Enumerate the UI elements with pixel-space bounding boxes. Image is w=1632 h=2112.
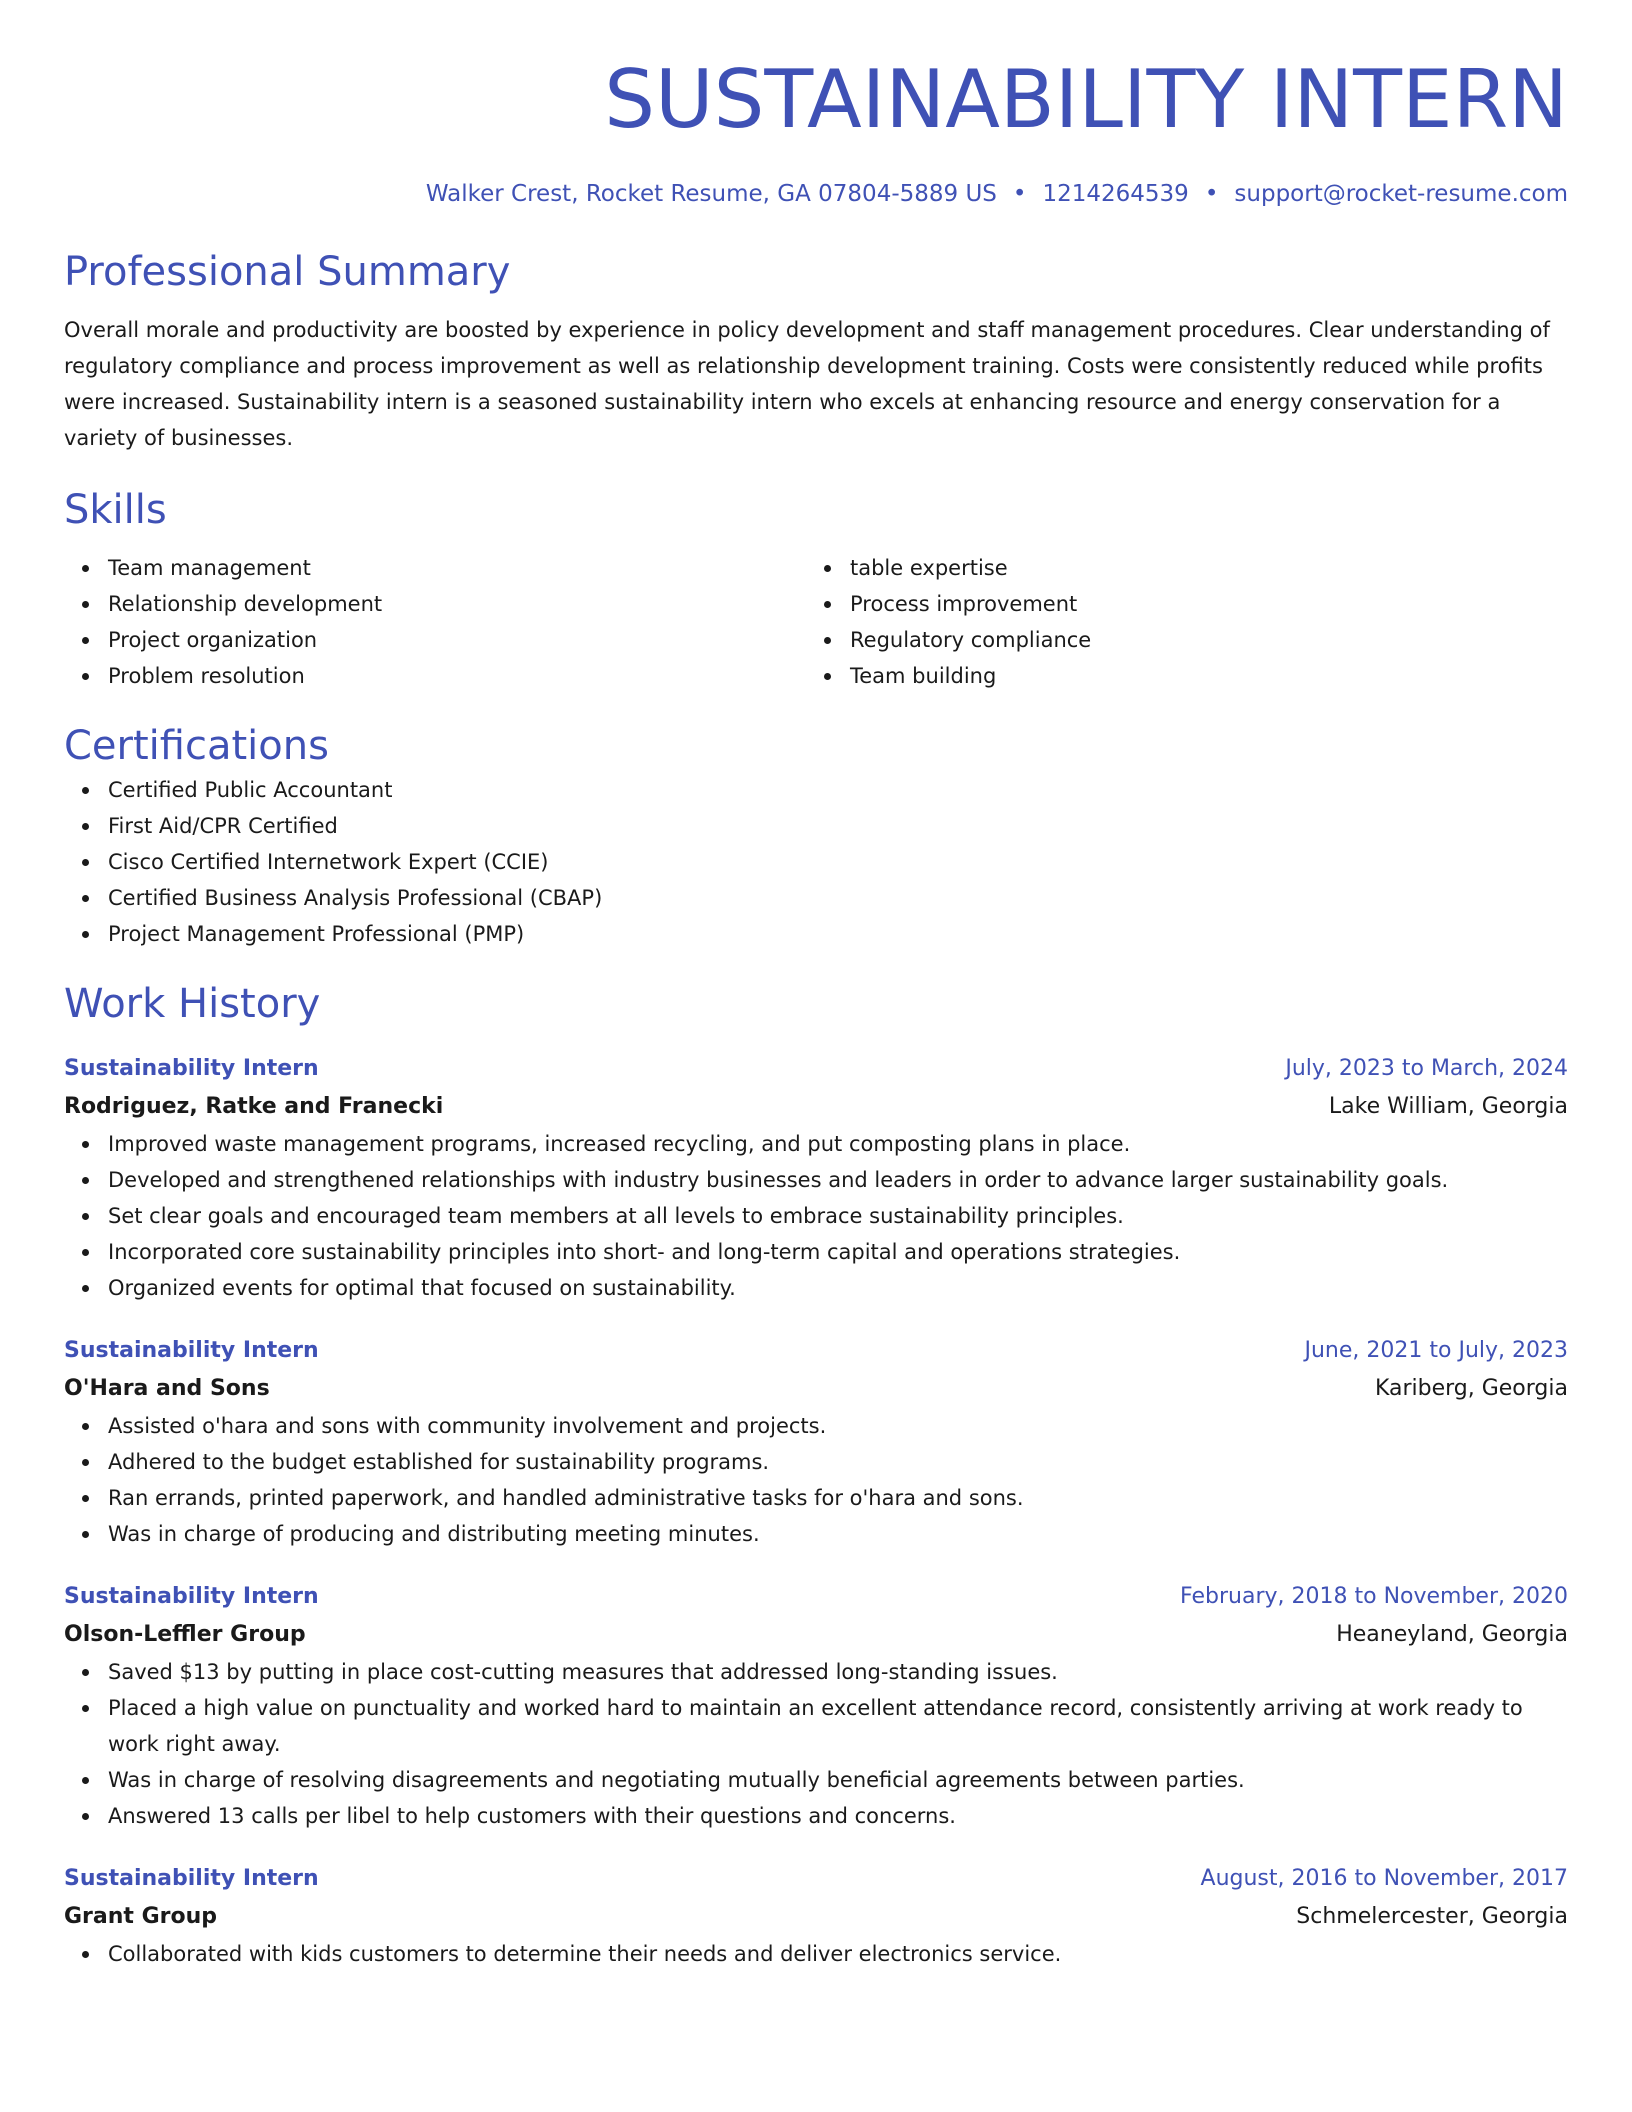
certifications-section xyxy=(64,720,1568,952)
list-item: Certified Business Analysis Professional (CBAP) xyxy=(64,880,1568,916)
job-entry xyxy=(64,1050,1568,1306)
summary-heading: Professional Summary xyxy=(64,249,511,295)
job-company: Olson-Leffler Group xyxy=(64,1622,306,1647)
job-entry xyxy=(64,1578,1568,1834)
list-item: Answered 13 calls per libel to help customers with their questions and concerns. xyxy=(64,1798,1568,1834)
skills-column-right xyxy=(806,550,1548,694)
job-location: Heaneyland, Georgia xyxy=(1336,1622,1568,1647)
certifications-heading: Certifications xyxy=(64,723,329,769)
contact-address: Walker Crest, Rocket Resume, GA 07804-5889 US xyxy=(425,181,997,207)
job-bullets xyxy=(64,1654,1568,1834)
job-title: Sustainability Intern xyxy=(64,1338,319,1363)
job-title: Sustainability Intern xyxy=(64,1584,319,1609)
resume-header xyxy=(64,0,1568,210)
job-company: Grant Group xyxy=(64,1904,218,1929)
list-item: Developed and strengthened relationships with industry businesses and leaders in order to advance larger sustainability goals. xyxy=(64,1162,1568,1198)
list-item: Team management xyxy=(64,550,806,586)
list-item: Assisted o'hara and sons with community involvement and projects. xyxy=(64,1408,1568,1444)
list-item: Incorporated core sustainability principles into short- and long-term capital and operations strategies. xyxy=(64,1234,1568,1270)
list-item: Process improvement xyxy=(806,586,1548,622)
list-item: Cisco Certified Internetwork Expert (CCIE) xyxy=(64,844,1568,880)
job-title-row xyxy=(64,1050,1568,1088)
list-item: Ran errands, printed paperwork, and handled administrative tasks for o'hara and sons. xyxy=(64,1480,1568,1516)
job-location: Lake William, Georgia xyxy=(1328,1094,1568,1119)
contact-separator: • xyxy=(1012,181,1027,207)
contact-email: support@rocket-resume.com xyxy=(1234,181,1568,207)
job-dates: July, 2023 to March, 2024 xyxy=(1285,1056,1568,1081)
job-company-row xyxy=(64,1616,1568,1654)
job-bullets xyxy=(64,1408,1568,1552)
list-item: Improved waste management programs, increased recycling, and put composting plans in place. xyxy=(64,1126,1568,1162)
job-location: Schmelercester, Georgia xyxy=(1296,1904,1568,1929)
list-item: Placed a high value on punctuality and worked hard to maintain an excellent attendance record, consistently arriving at work ready to work right away. xyxy=(64,1690,1568,1762)
candidate-title: SUSTAINABILITY INTERN xyxy=(604,53,1568,146)
list-item: Was in charge of resolving disagreements and negotiating mutually beneficial agreements between parties. xyxy=(64,1762,1568,1798)
certifications-list xyxy=(64,772,1568,952)
skills-column-left xyxy=(64,550,806,694)
contact-line xyxy=(64,178,1568,210)
job-dates: June, 2021 to July, 2023 xyxy=(1304,1338,1568,1363)
list-item: Set clear goals and encouraged team members at all levels to embrace sustainability principles. xyxy=(64,1198,1568,1234)
list-item: Project Management Professional (PMP) xyxy=(64,916,1568,952)
job-entry xyxy=(64,1332,1568,1552)
skills-heading: Skills xyxy=(64,487,167,533)
list-item: Adhered to the budget established for sustainability programs. xyxy=(64,1444,1568,1480)
list-item: Saved $13 by putting in place cost-cutting measures that addressed long-standing issues. xyxy=(64,1654,1568,1690)
job-title: Sustainability Intern xyxy=(64,1866,319,1891)
summary-text: Overall morale and productivity are boosted by experience in policy development and staff management procedures. Clear understanding of regulatory compliance and process improvement as well as relationship development training. Costs were consistently reduced while profits were increased. Sustainability intern is a seasoned sustainability intern who excels at enhancing resource and energy conservation for a variety of businesses. xyxy=(64,318,1550,450)
job-entry xyxy=(64,1860,1568,1972)
job-company-row xyxy=(64,1088,1568,1126)
skills-columns xyxy=(64,550,1568,694)
job-location: Kariberg, Georgia xyxy=(1374,1376,1568,1401)
list-item: Certified Public Accountant xyxy=(64,772,1568,808)
contact-phone: 1214264539 xyxy=(1042,181,1189,207)
list-item: Regulatory compliance xyxy=(806,622,1548,658)
job-dates: August, 2016 to November, 2017 xyxy=(1200,1866,1568,1891)
skills-list-right xyxy=(806,550,1548,694)
work-history-heading: Work History xyxy=(64,981,321,1027)
summary-section xyxy=(64,246,1568,456)
skills-section xyxy=(64,484,1568,694)
list-item: First Aid/CPR Certified xyxy=(64,808,1568,844)
list-item: Team building xyxy=(806,658,1548,694)
list-item: Relationship development xyxy=(64,586,806,622)
list-item: Organized events for optimal that focused on sustainability. xyxy=(64,1270,1568,1306)
job-company: O'Hara and Sons xyxy=(64,1376,270,1401)
work-history-section xyxy=(64,978,1568,1972)
list-item: Problem resolution xyxy=(64,658,806,694)
contact-separator: • xyxy=(1204,181,1219,207)
list-item: table expertise xyxy=(806,550,1548,586)
list-item: Collaborated with kids customers to determine their needs and deliver electronics service. xyxy=(64,1936,1568,1972)
job-dates: February, 2018 to November, 2020 xyxy=(1180,1584,1568,1609)
job-title-row xyxy=(64,1578,1568,1616)
job-bullets xyxy=(64,1936,1568,1972)
job-title: Sustainability Intern xyxy=(64,1056,319,1081)
job-company-row xyxy=(64,1898,1568,1936)
job-company: Rodriguez, Ratke and Franecki xyxy=(64,1094,444,1119)
skills-list-left xyxy=(64,550,806,694)
list-item: Was in charge of producing and distributing meeting minutes. xyxy=(64,1516,1568,1552)
job-company-row xyxy=(64,1370,1568,1408)
job-title-row xyxy=(64,1332,1568,1370)
job-bullets xyxy=(64,1126,1568,1306)
job-title-row xyxy=(64,1860,1568,1898)
list-item: Project organization xyxy=(64,622,806,658)
